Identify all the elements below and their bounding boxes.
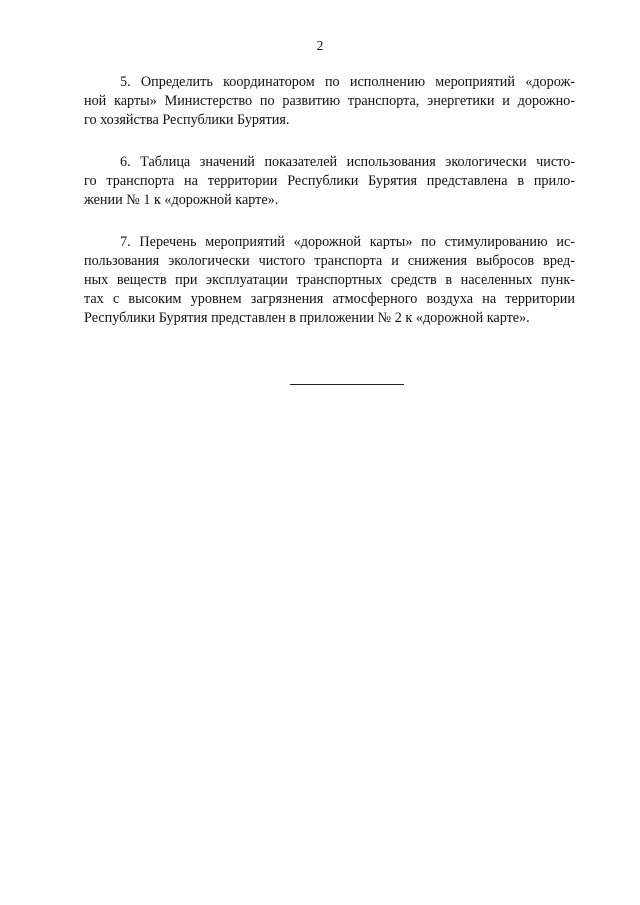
paragraph-7: [84, 233, 575, 328]
document-body: [84, 73, 575, 351]
end-separator-line: [290, 384, 404, 385]
page-number: 2: [316, 38, 324, 53]
paragraph-line: ных веществ при эксплуатации транспортных средств в населенных пунк-: [84, 272, 575, 288]
paragraph-line: 7. Перечень мероприятий «дорожной карты» по стимулированию ис-: [120, 234, 575, 250]
paragraph-line: ной карты» Министерство по развитию транспорта, энергетики и дорожно-: [84, 93, 575, 109]
paragraph-6: [84, 153, 575, 210]
paragraph-line: го транспорта на территории Республики Бурятия представлена в прило-: [84, 173, 575, 189]
paragraph-line: пользования экологически чистого транспорта и снижения выбросов вред-: [84, 253, 575, 269]
paragraph-line: Республики Бурятия представлен в приложении № 2 к «дорожной карте».: [84, 310, 530, 326]
paragraph-line: 5. Определить координатором по исполнению мероприятий «дорож-: [120, 74, 575, 90]
paragraph-5: [84, 73, 575, 130]
paragraph-line: го хозяйства Республики Бурятия.: [84, 112, 290, 128]
paragraph-line: тах с высоким уровнем загрязнения атмосферного воздуха на территории: [84, 291, 575, 307]
paragraph-line: жении № 1 к «дорожной карте».: [84, 192, 279, 208]
paragraph-line: 6. Таблица значений показателей использования экологически чисто-: [120, 154, 575, 170]
